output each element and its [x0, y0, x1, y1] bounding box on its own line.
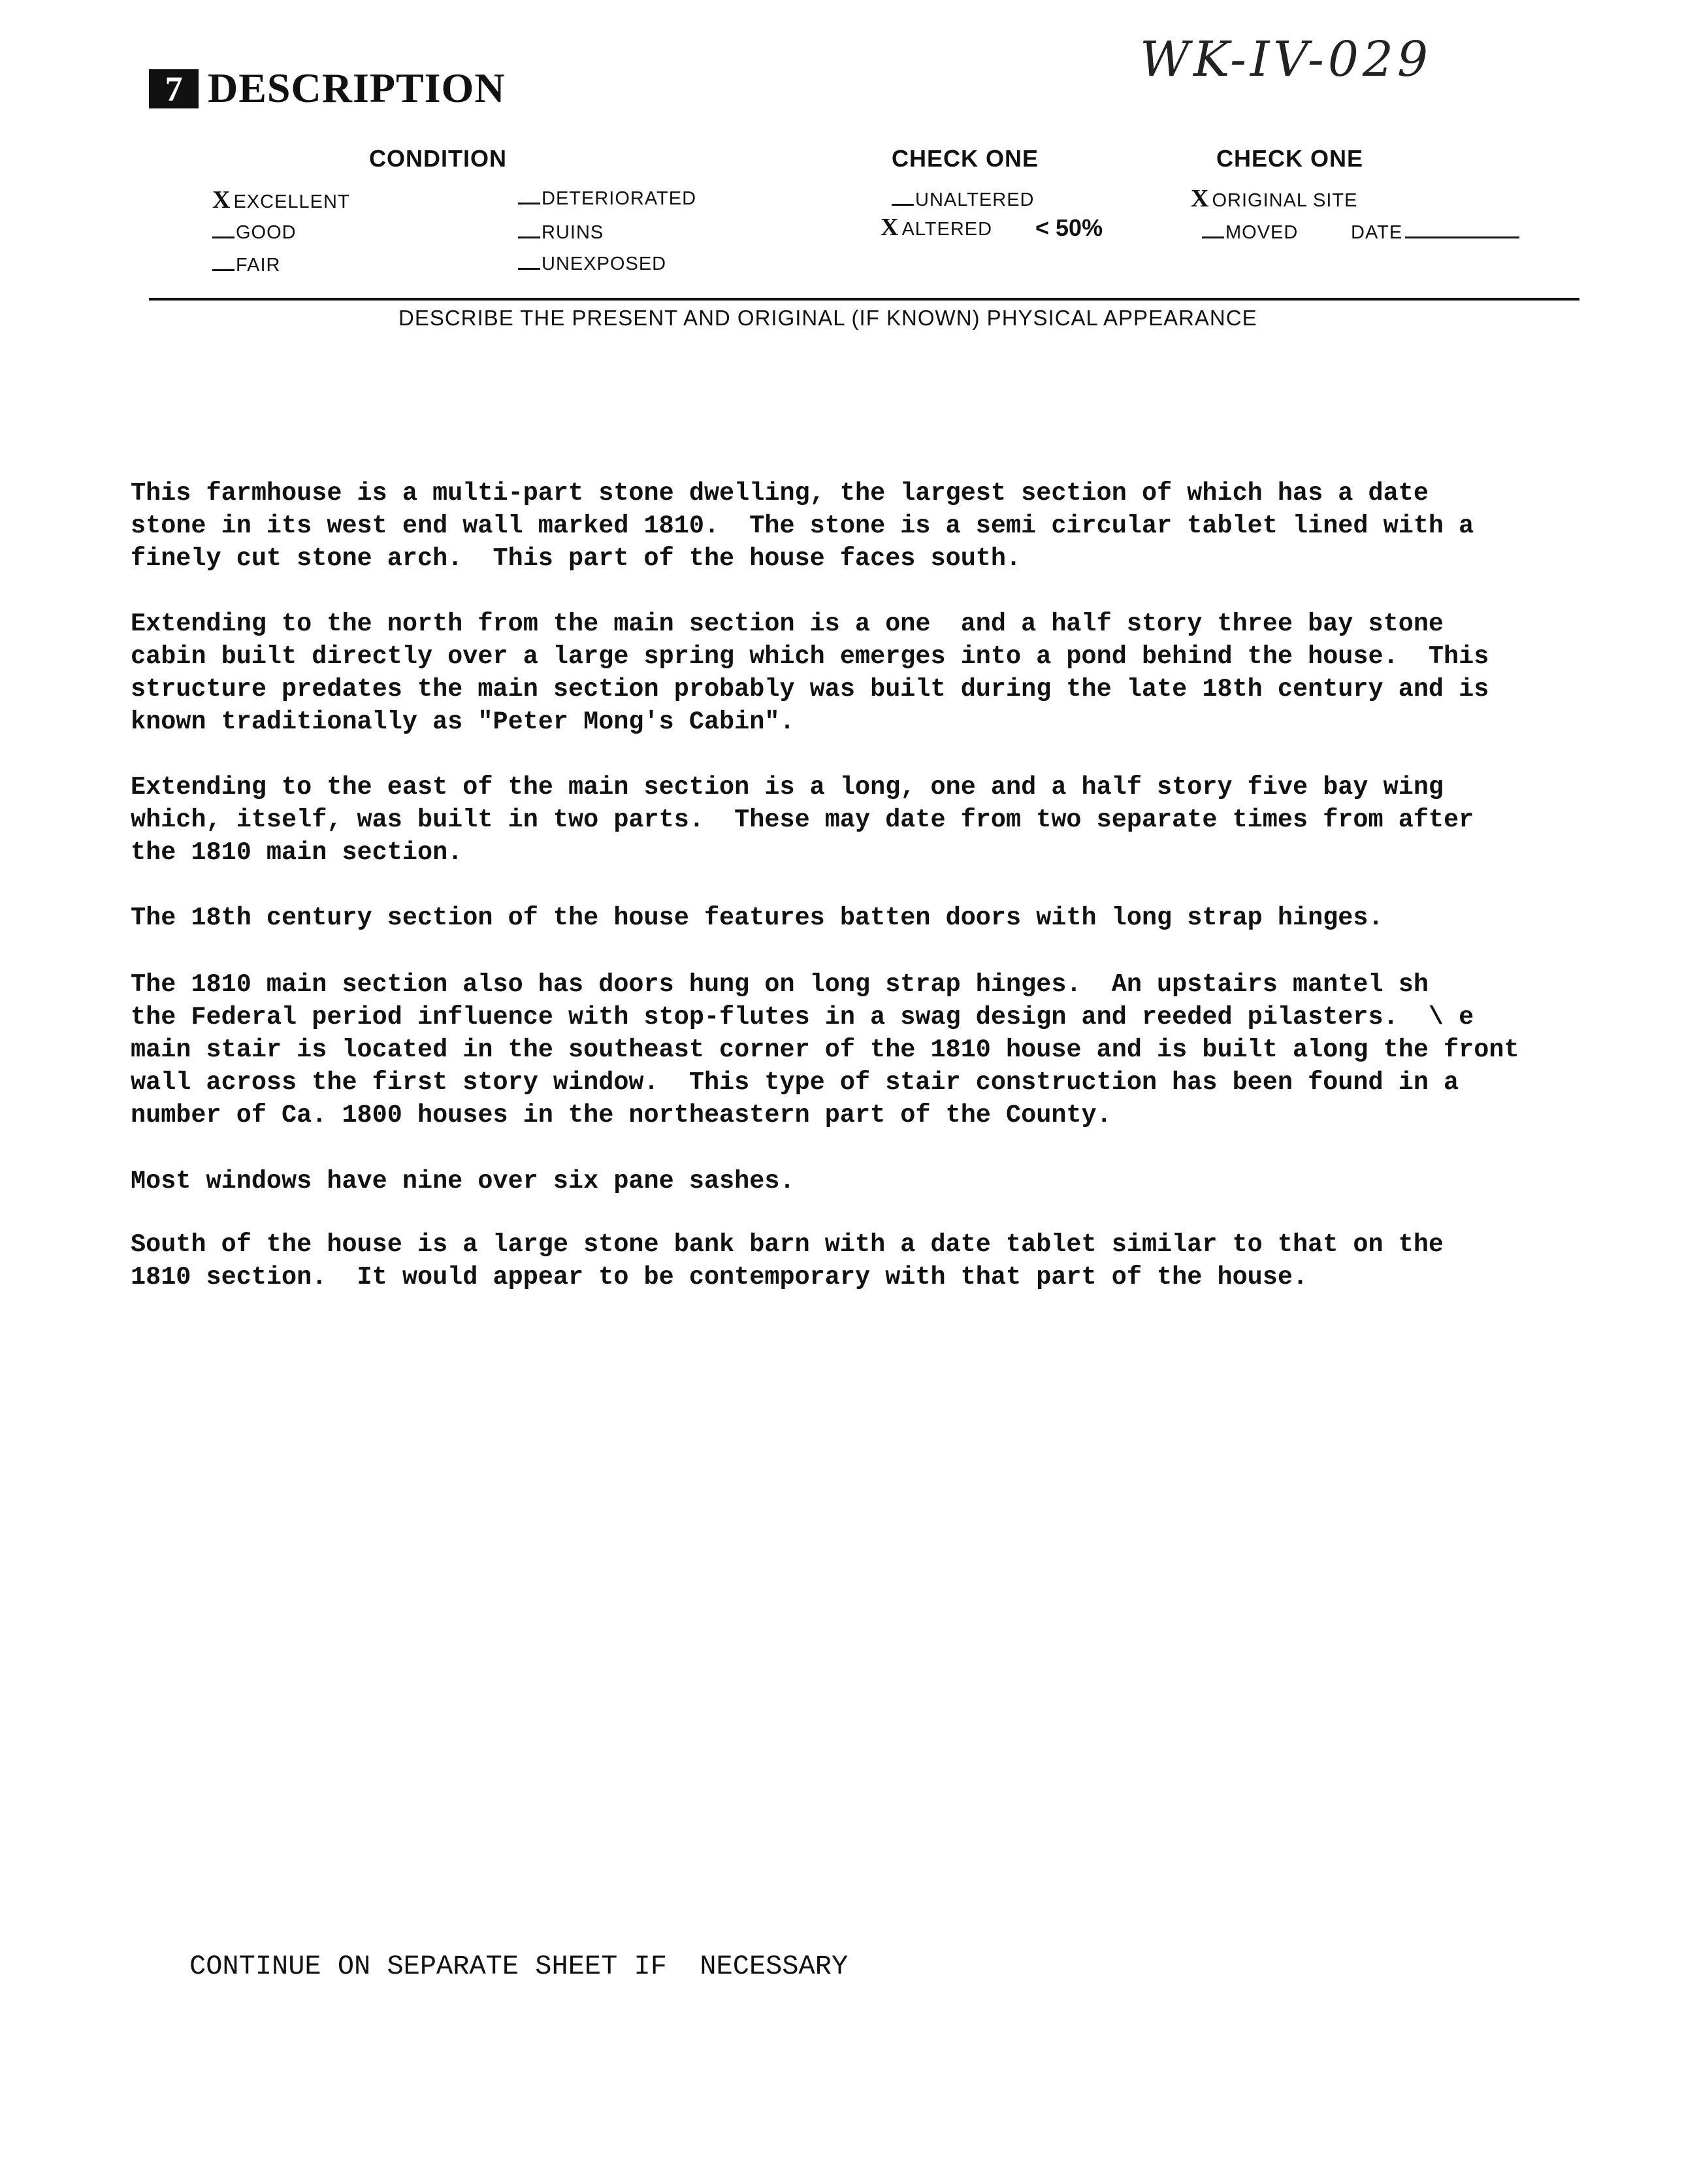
check-mark: X: [1191, 185, 1210, 212]
description-paragraph-5: The 1810 main section also has doors hung on long strap hinges. An upstairs mantel sh the Federal period influence with stop-flutes in a swag design and reeded pilasters. \ e main stair is located in the southeast corner of the 1810 house and is built along the front wall across the first story window. This type of stair construction has been found in a number of Ca. 1800 houses in the northeastern part of the County.: [131, 970, 1519, 1130]
checkbox-blank: [1202, 236, 1224, 238]
date-input-line: [1405, 236, 1519, 238]
description-paragraph-1: This farmhouse is a multi-part stone dwelling, the largest section of which has a date stone in its west end wall marked 1810. The stone is a semi circular tablet lined with a finely cut stone arch. This part of the house faces south.: [131, 479, 1474, 573]
alteration-heading: CHECK ONE: [892, 145, 1039, 172]
checkbox-blank: [892, 204, 914, 206]
option-label: GOOD: [236, 222, 297, 243]
option-label: EXCELLENT: [233, 191, 350, 212]
checkbox-blank: [518, 203, 540, 204]
check-mark: X: [212, 186, 231, 214]
condition-option-unexposed[interactable]: [518, 253, 666, 275]
site-heading: CHECK ONE: [1216, 145, 1364, 172]
section-number-badge: 7: [149, 69, 199, 108]
condition-option-excellent[interactable]: [212, 186, 350, 214]
checkbox-blank: [212, 236, 235, 238]
option-label: UNALTERED: [915, 189, 1035, 210]
header-divider: [149, 298, 1579, 301]
checkbox-blank: [518, 268, 540, 270]
site-option-moved[interactable]: [1202, 222, 1298, 244]
checkbox-blank: [518, 236, 540, 238]
date-label: DATE: [1351, 222, 1403, 243]
condition-option-good[interactable]: [212, 222, 297, 244]
option-label: MOVED: [1225, 222, 1299, 243]
description-paragraph-3: Extending to the east of the main section is a long, one and a half story five bay wing which, itself, was built in two parts. These may date from two separate times from after the 1810 main section.: [131, 773, 1474, 867]
condition-option-fair[interactable]: [212, 255, 280, 276]
description-paragraph-6: Most windows have nine over six pane sashes.: [131, 1167, 795, 1196]
option-label: RUINS: [542, 222, 604, 243]
describe-caption: DESCRIBE THE PRESENT AND ORIGINAL (IF KNOWN) PHYSICAL APPEARANCE: [398, 306, 1257, 330]
continue-note: CONTINUE ON SEPARATE SHEET IF NECESSARY: [189, 1951, 849, 1982]
description-paragraph-7: South of the house is a large stone bank barn with a date tablet similar to that on the 1810 section. It would appear to be contemporary with that part of the house.: [131, 1230, 1444, 1292]
condition-heading: CONDITION: [369, 145, 507, 172]
site-option-original-site[interactable]: [1191, 184, 1357, 213]
alteration-option-unaltered[interactable]: [892, 189, 1035, 211]
option-label: FAIR: [236, 255, 281, 276]
check-mark: X: [881, 214, 899, 241]
alteration-option-altered[interactable]: [881, 213, 992, 242]
handwritten-inventory-number: WK-IV-029: [1140, 31, 1432, 88]
site-date-field[interactable]: [1351, 222, 1519, 244]
option-label: ALTERED: [901, 219, 993, 240]
altered-percentage-note: < 50%: [1035, 214, 1103, 241]
condition-option-ruins[interactable]: [518, 222, 604, 244]
checkbox-blank: [212, 269, 235, 271]
option-label: DETERIORATED: [542, 188, 697, 209]
section-title: DESCRIPTION: [208, 65, 506, 111]
option-label: UNEXPOSED: [542, 253, 667, 274]
condition-option-deteriorated[interactable]: [518, 188, 696, 210]
description-paragraph-4: The 18th century section of the house features batten doors with long strap hinges.: [131, 904, 1383, 932]
description-paragraph-2: Extending to the north from the main section is a one and a half story three bay stone cabin built directly over a large spring which emerges into a pond behind the house. This structure predates the main section probably was built during the late 18th century and is known traditionally as "Peter Mong's Cabin".: [131, 610, 1489, 736]
option-label: ORIGINAL SITE: [1212, 190, 1358, 211]
